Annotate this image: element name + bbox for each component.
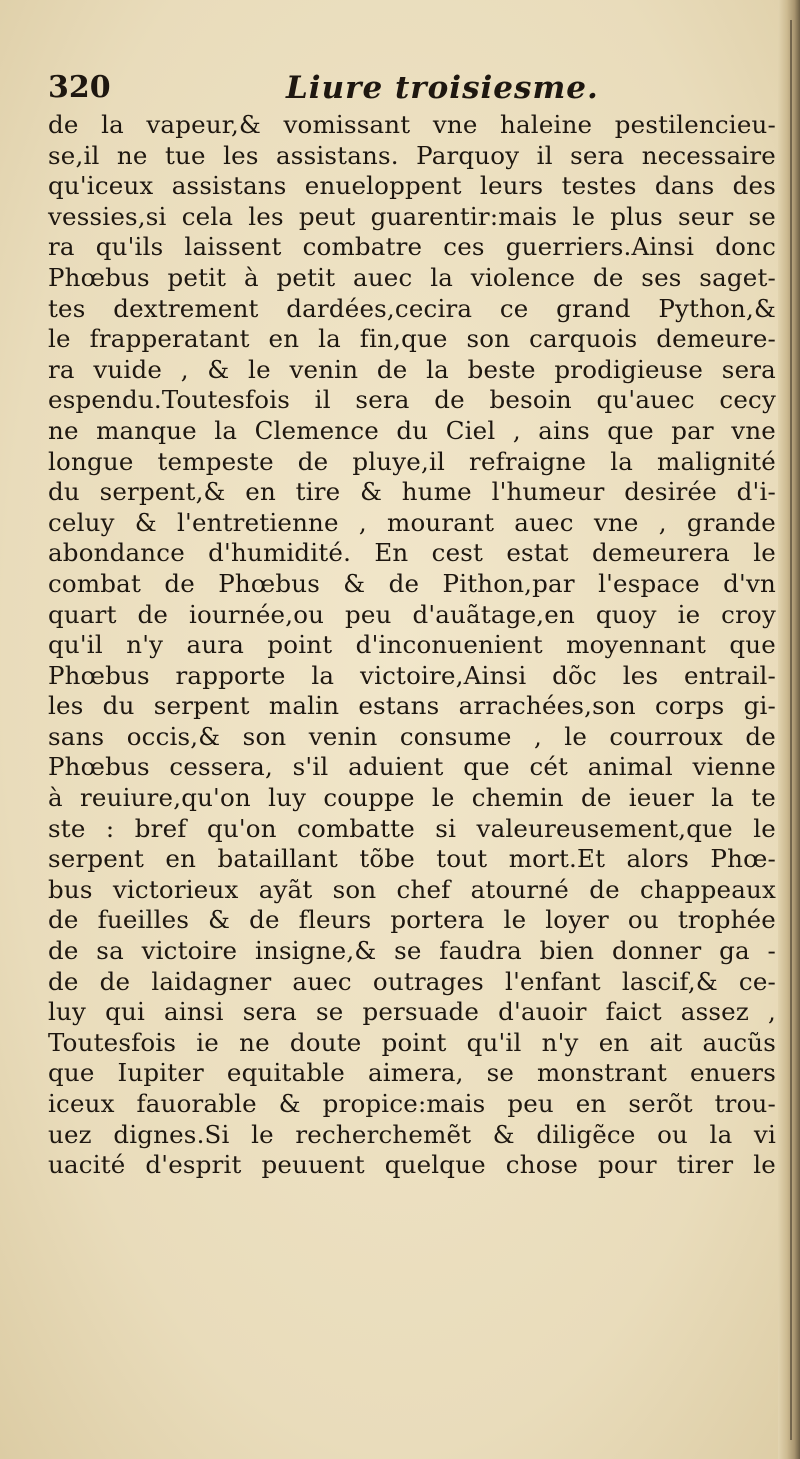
text-line: les du serpent malin estans arrachées,son corps gi-	[48, 691, 776, 721]
text-line: quart de iournée,ou peu d'auãtage,en quoy ie croy	[48, 599, 776, 629]
text-line: le frapperatant en la fin,que son carquois demeure-	[48, 324, 776, 354]
text-line: uez dignes.Si le recherchemẽt & diligẽce ou la vi	[48, 1119, 776, 1149]
text-line: uacité d'esprit peuuent quelque chose pour tirer le	[48, 1150, 776, 1180]
book-spine	[778, 0, 800, 1459]
text-line: ra vuide , & le venin de la beste prodigieuse sera	[48, 354, 776, 384]
text-line: Phœbus cessera, s'il aduient que cét animal vienne	[48, 752, 776, 782]
running-title: Liure troisiesme.	[286, 70, 599, 106]
text-line: sans occis,& son venin consume , le courroux de	[48, 721, 776, 751]
text-line: du serpent,& en tire & hume l'humeur desirée d'i-	[48, 477, 776, 507]
text-line: à reuiure,qu'on luy couppe le chemin de ieuer la te	[48, 783, 776, 813]
text-line: Phœbus rapporte la victoire,Ainsi dõc les entrail-	[48, 660, 776, 690]
text-line: serpent en bataillant tõbe tout mort.Et alors Phœ-	[48, 844, 776, 874]
text-line: de de laidagner auec outrages l'enfant lascif,& ce-	[48, 966, 776, 996]
text-line: abondance d'humidité. En cest estat demeurera le	[48, 538, 776, 568]
page-header	[48, 70, 768, 114]
text-line: de la vapeur,& vomissant vne haleine pestilencieu-	[48, 110, 776, 139]
body-text	[48, 110, 776, 1181]
text-line: luy qui ainsi sera se persuade d'auoir faict assez ,	[48, 997, 776, 1027]
text-line: de fueilles & de fleurs portera le loyer ou trophée	[48, 905, 776, 935]
text-line: se,il ne tue les assistans. Parquoy il sera necessaire	[48, 140, 776, 170]
text-line: ste : bref qu'on combatte si valeureusement,que le	[48, 813, 776, 843]
text-line: longue tempeste de pluye,il refraigne la malignité	[48, 446, 776, 476]
text-line: combat de Phœbus & de Pithon,par l'espace d'vn	[48, 568, 776, 598]
text-line: iceux fauorable & propice:mais peu en serõt trou-	[48, 1089, 776, 1118]
text-line: ne manque la Clemence du Ciel , ains que par vne	[48, 415, 776, 445]
binding-edge	[790, 20, 792, 1440]
text-line: tes dextrement dardées,cecira ce grand Python,&	[48, 293, 776, 323]
text-line: celuy & l'entretienne , mourant auec vne , grande	[48, 507, 776, 537]
text-line: de sa victoire insigne,& se faudra bien donner ga -	[48, 936, 776, 966]
text-line: que Iupiter equitable aimera, se monstrant enuers	[48, 1058, 776, 1088]
text-line: vessies,si cela les peut guarentir:mais le plus seur se	[48, 201, 776, 231]
page-number: 320	[48, 70, 111, 105]
text-line: Phœbus petit à petit auec la violence de ses saget-	[48, 262, 776, 292]
text-line: Toutesfois ie ne doute point qu'il n'y en ait aucũs	[48, 1027, 776, 1057]
text-line: espendu.Toutesfois il sera de besoin qu'auec cecy	[48, 385, 776, 415]
text-line: ra qu'ils laissent combatre ces guerriers.Ainsi donc	[48, 232, 776, 262]
text-line: bus victorieux ayãt son chef atourné de chappeaux	[48, 874, 776, 904]
text-line: qu'il n'y aura point d'inconuenient moyennant que	[48, 630, 776, 660]
text-line: qu'iceux assistans enueloppent leurs testes dans des	[48, 171, 776, 201]
